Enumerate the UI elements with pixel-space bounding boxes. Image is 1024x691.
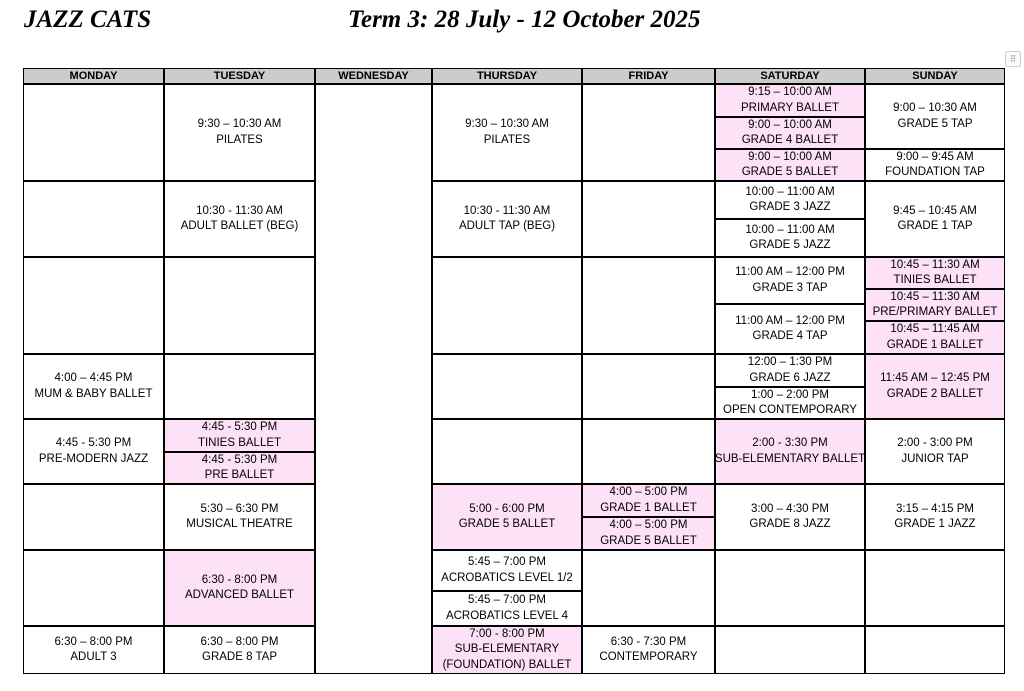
column-wednesday [315,68,432,674]
day-header-sunday: SUNDAY [865,68,1005,84]
class-time: 4:00 – 4:45 PM [54,372,133,384]
class-time: 12:00 – 1:30 PM [747,356,833,368]
class-name: GRADE 1 TAP [897,220,973,232]
class-cell [715,550,865,626]
class-name: PRE-MODERN JAZZ [38,452,149,465]
class-name: SUB-ELEMENTARY [454,643,560,656]
class-name: GRADE 5 TAP [897,117,973,130]
studio-title: JAZZ CATS [24,6,152,33]
class-cell [715,626,865,674]
class-time: 6:30 - 7:30 PM [610,635,687,648]
class-cell [582,181,715,257]
class-cell [23,484,164,550]
class-cell [432,484,582,550]
class-name: CONTEMPORARY [599,651,698,663]
class-cell [164,181,315,257]
class-time: 9:00 – 9:45 AM [896,150,974,163]
class-cell [164,484,315,550]
day-header-monday: MONDAY [23,68,164,84]
grid-handle-icon[interactable]: ⠿ [1005,51,1021,67]
day-header-thursday: THURSDAY [432,68,582,84]
class-time: 10:30 - 11:30 AM [463,204,551,217]
class-time: 10:45 – 11:45 AM [890,323,980,335]
class-time: 11:45 AM – 12:45 PM [880,372,990,384]
timetable [23,68,1005,674]
class-name: ADULT BALLET (BEG) [180,220,299,232]
day-header-saturday: SATURDAY [715,68,865,84]
class-time: 6:30 - 8:00 PM [201,573,278,586]
class-time: 10:45 – 11:30 AM [890,258,980,271]
class-cell [865,626,1005,674]
class-cell [865,257,1005,289]
class-cell [582,484,715,517]
class-cell [432,354,582,419]
class-name: JUNIOR TAP [901,452,969,465]
class-time: 4:00 – 5:00 PM [609,486,688,498]
class-time: 10:00 – 11:00 AM [745,223,835,236]
class-cell [865,149,1005,181]
class-name: OPEN CONTEMPORARY [723,404,857,416]
class-name: PILATES [216,133,263,146]
class-cell [715,387,865,419]
class-cell [582,257,715,354]
class-cell [23,257,164,354]
class-name: GRADE 1 BALLET [600,501,697,514]
class-time: 5:45 – 7:00 PM [468,556,546,568]
class-name: GRADE 1 BALLET [886,338,984,351]
class-cell [582,84,715,181]
class-cell [865,484,1005,550]
class-time: 5:45 – 7:00 PM [468,594,546,606]
class-cell [865,419,1005,484]
class-time: 9:00 – 10:00 AM [748,150,832,163]
class-name: GRADE 3 TAP [752,281,828,294]
class-cell [582,419,715,484]
day-header-friday: FRIDAY [582,68,715,84]
class-cell [865,181,1005,257]
class-cell [715,219,865,257]
class-cell [715,484,865,550]
class-name: ACROBATICS LEVEL 1/2 [441,571,573,584]
column-thursday [432,68,582,674]
class-name: ACROBATICS LEVEL 4 [445,609,569,622]
class-name: SUB-ELEMENTARY BALLET [714,452,866,465]
class-cell [715,257,865,304]
class-cell [715,84,865,117]
class-time: 4:45 - 5:30 PM [201,453,278,466]
class-name: PRE BALLET [204,469,275,481]
term-title: Term 3: 28 July - 12 October 2025 [348,6,701,33]
class-cell [865,550,1005,626]
class-time: 6:30 – 8:00 PM [54,635,133,648]
class-time: 5:30 – 6:30 PM [200,502,279,515]
class-time: 11:00 AM – 12:00 PM [735,266,845,278]
class-name: GRADE 5 JAZZ [749,239,831,251]
day-header-tuesday: TUESDAY [164,68,315,84]
class-name: GRADE 1 JAZZ [894,518,976,530]
class-cell [164,626,315,674]
class-name: GRADE 6 JAZZ [749,371,831,384]
class-name: ADVANCED BALLET [184,589,295,601]
class-cell [582,626,715,674]
class-time: 4:45 - 5:30 PM [55,437,132,449]
class-name: GRADE 8 TAP [202,651,277,663]
class-time: 7:00 - 8:00 PM [469,627,545,640]
class-time: 6:30 – 8:00 PM [200,635,279,648]
class-cell [23,84,164,181]
class-time: 2:00 - 3:00 PM [897,437,973,449]
class-cell [582,517,715,550]
class-time: 9:30 – 10:30 AM [197,118,282,130]
class-time: 2:00 - 3:30 PM [752,437,828,449]
column-saturday [715,68,865,674]
class-cell [315,84,432,674]
class-time: 9:45 – 10:45 AM [893,204,977,217]
class-cell [23,354,164,419]
class-cell [715,354,865,387]
class-cell [715,304,865,354]
class-cell [865,354,1005,419]
class-cell [432,550,582,591]
class-cell [582,354,715,419]
class-cell [582,550,715,626]
class-name: ADULT TAP (BEG) [458,220,556,232]
class-time: 9:30 – 10:30 AM [465,118,549,130]
class-name: MUSICAL THEATRE [186,518,293,530]
class-cell [164,354,315,419]
class-cell [432,257,582,354]
class-cell [715,419,865,484]
class-time: 9:00 – 10:30 AM [893,102,977,114]
class-time: 4:00 – 5:00 PM [609,519,688,531]
class-time: 3:00 – 4:30 PM [751,502,829,515]
class-name: GRADE 3 JAZZ [749,201,831,213]
class-cell [865,84,1005,149]
class-cell [164,419,315,452]
day-header-wednesday: WEDNESDAY [315,68,432,84]
class-time: 10:45 – 11:30 AM [890,290,980,303]
class-name: PRE/PRIMARY BALLET [872,306,998,318]
class-name: ADULT 3 [70,651,117,663]
column-sunday [865,68,1005,674]
class-cell [164,84,315,181]
class-cell [23,419,164,484]
class-cell [432,181,582,257]
class-name: GRADE 5 BALLET [600,534,697,547]
class-cell [432,591,582,626]
class-name: GRADE 8 JAZZ [749,518,831,530]
class-cell [164,452,315,484]
class-name: GRADE 4 TAP [752,330,828,342]
class-name: GRADE 4 BALLET [741,134,839,146]
class-name: PILATES [483,133,531,146]
class-time: 3:15 – 4:15 PM [896,502,974,515]
column-monday [23,68,164,674]
class-time: 11:00 AM – 12:00 PM [735,314,845,327]
class-name: PRIMARY BALLET [740,101,839,114]
class-cell [715,181,865,219]
class-time: 10:30 - 11:30 AM [196,204,283,217]
class-time: 5:00 - 6:00 PM [469,502,545,515]
column-tuesday [164,68,315,674]
class-cell [23,626,164,674]
class-name: GRADE 2 BALLET [886,387,984,400]
class-cell [164,257,315,354]
class-cell [23,181,164,257]
class-cell [23,550,164,626]
class-time: 1:00 – 2:00 PM [751,388,829,401]
class-time: 4:45 - 5:30 PM [201,421,278,433]
class-name: GRADE 5 BALLET [458,518,556,530]
class-time: 10:00 – 11:00 AM [745,185,835,198]
class-cell [865,289,1005,321]
class-time: 9:15 – 10:00 AM [748,86,832,98]
class-cell [164,550,315,626]
class-name-extra: (FOUNDATION) BALLET [442,658,572,671]
class-name: TINIES BALLET [893,274,977,286]
class-cell [865,321,1005,354]
class-name: FOUNDATION TAP [885,166,985,178]
class-cell [432,626,582,674]
class-name: MUM & BABY BALLET [34,387,153,400]
class-name: TINIES BALLET [197,436,282,449]
class-time: 9:00 – 10:00 AM [748,118,832,131]
class-cell [715,117,865,149]
class-name: GRADE 5 BALLET [741,166,839,178]
class-cell [432,84,582,181]
column-friday [582,68,715,674]
class-cell [715,149,865,181]
class-cell [432,419,582,484]
